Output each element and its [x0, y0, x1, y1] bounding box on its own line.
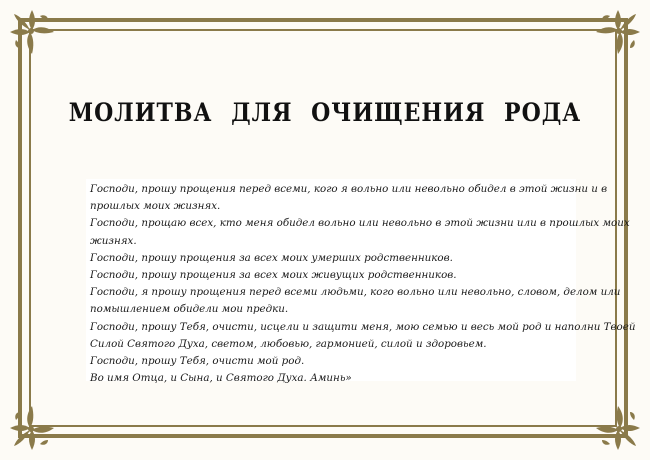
page-title: МОЛИТВА ДЛЯ ОЧИЩЕНИЯ РОДА: [68, 98, 582, 128]
prayer-line: прошлых моих жизнях.: [90, 200, 221, 213]
prayer-line: Господи, прощаю всех, кто меня обидел вольно или невольно в этой жизни или в прошлых моих: [90, 217, 630, 230]
prayer-line: Господи, прошу прощения за всех моих умерших родственников.: [90, 251, 453, 264]
floral-corner-icon: [590, 4, 646, 60]
floral-corner-icon: [4, 4, 60, 60]
prayer-line: помышлением обидели мои предки.: [90, 303, 289, 316]
prayer-text-block: [86, 179, 636, 385]
prayer-line: Господи, прошу Тебя, очисти, исцели и защити меня, мою семью и весь мой род и наполни Твоей: [90, 320, 636, 333]
prayer-line: Во имя Отца, и Сына, и Святого Духа. Аминь»: [90, 372, 352, 385]
prayer-line: Господи, прошу прощения перед всеми, кого я вольно или невольно обидел в этой жизни и в: [90, 183, 608, 195]
floral-corner-icon: [4, 400, 60, 456]
floral-corner-icon: [590, 400, 646, 456]
prayer-line: Господи, прошу Тебя, очисти мой род.: [90, 355, 305, 368]
prayer-line: жизнях.: [90, 234, 137, 247]
prayer-line: Господи, я прошу прощения перед всеми людьми, кого вольно или невольно, словом, делом или: [90, 286, 621, 299]
prayer-line: Господи, прошу прощения за всех моих живущих родственников.: [90, 269, 457, 282]
prayer-line: Силой Святого Духа, светом, любовью, гармонией, силой и здоровьем.: [90, 337, 487, 350]
